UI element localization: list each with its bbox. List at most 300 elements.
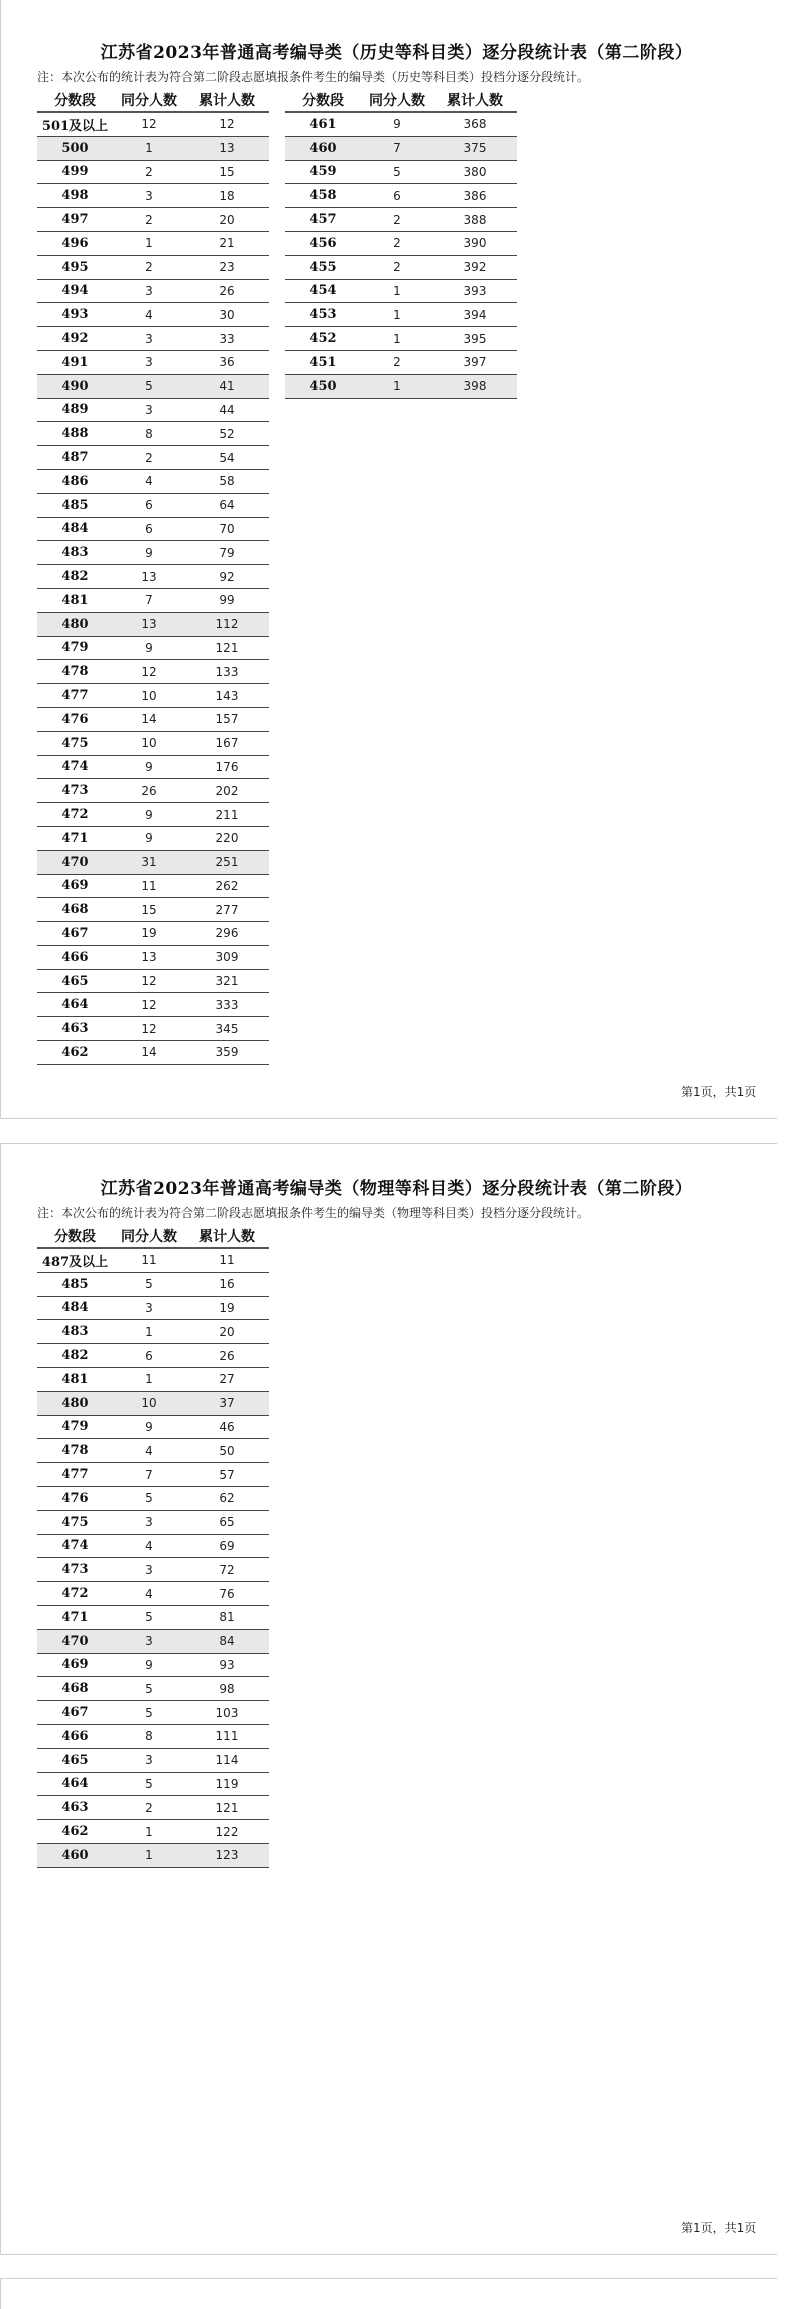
cumulative-cell: 386	[433, 184, 517, 208]
cumulative-cell: 375	[433, 136, 517, 160]
cumulative-cell: 11	[185, 1248, 269, 1272]
same-count-cell: 2	[113, 446, 185, 470]
score-cell: 460	[37, 1843, 113, 1867]
score-cell: 479	[37, 1415, 113, 1439]
score-cell: 473	[37, 1558, 113, 1582]
score-cell: 484	[37, 517, 113, 541]
history-table-left	[37, 88, 269, 1065]
same-count-cell: 10	[113, 684, 185, 708]
cumulative-cell: 157	[185, 707, 269, 731]
cumulative-cell: 44	[185, 398, 269, 422]
same-count-cell: 12	[113, 1017, 185, 1041]
score-cell: 465	[37, 1748, 113, 1772]
cumulative-cell: 395	[433, 327, 517, 351]
cumulative-cell: 121	[185, 1796, 269, 1820]
cumulative-cell: 277	[185, 898, 269, 922]
same-count-cell: 5	[113, 1772, 185, 1796]
same-count-cell: 5	[113, 1605, 185, 1629]
same-count-cell: 3	[113, 1629, 185, 1653]
score-cell: 477	[37, 1463, 113, 1487]
cumulative-cell: 19	[185, 1296, 269, 1320]
cumulative-cell: 70	[185, 517, 269, 541]
cumulative-cell: 99	[185, 588, 269, 612]
cumulative-cell: 93	[185, 1653, 269, 1677]
table-row	[37, 1439, 269, 1463]
score-cell: 458	[285, 184, 361, 208]
score-cell: 488	[37, 422, 113, 446]
same-count-cell: 2	[361, 208, 433, 232]
same-count-cell: 14	[113, 707, 185, 731]
same-count-cell: 12	[113, 660, 185, 684]
same-count-cell: 5	[361, 160, 433, 184]
cumulative-cell: 394	[433, 303, 517, 327]
same-count-cell: 26	[113, 779, 185, 803]
same-count-cell: 9	[113, 1653, 185, 1677]
table-row	[37, 945, 269, 969]
score-cell: 466	[37, 1724, 113, 1748]
physics-title: 江苏省2023年普通高考编导类（物理等科目类）逐分段统计表（第二阶段）	[100, 1179, 693, 1199]
cumulative-cell: 27	[185, 1367, 269, 1391]
table-row	[37, 422, 269, 446]
score-cell: 484	[37, 1296, 113, 1320]
score-cell: 469	[37, 1653, 113, 1677]
same-count-cell: 1	[361, 327, 433, 351]
cumulative-cell: 345	[185, 1017, 269, 1041]
cumulative-cell: 368	[433, 112, 517, 136]
table-row	[37, 1558, 269, 1582]
history-note: 注：本次公布的统计表为符合第二阶段志愿填报条件考生的编导类（历史等科目类）投档分逐分段统计。	[37, 70, 590, 84]
cumulative-cell: 72	[185, 1558, 269, 1582]
cumulative-cell: 18	[185, 184, 269, 208]
table-row	[37, 1772, 269, 1796]
same-count-cell: 4	[113, 469, 185, 493]
table-row	[285, 184, 517, 208]
score-cell: 460	[285, 136, 361, 160]
table-row	[37, 517, 269, 541]
score-cell: 466	[37, 945, 113, 969]
table-row	[37, 1391, 269, 1415]
table-row	[37, 208, 269, 232]
score-cell: 494	[37, 279, 113, 303]
same-count-cell: 13	[113, 612, 185, 636]
table-row	[37, 803, 269, 827]
cumulative-cell: 211	[185, 803, 269, 827]
score-cell: 501及以上	[37, 112, 113, 136]
cumulative-cell: 251	[185, 850, 269, 874]
score-cell: 496	[37, 231, 113, 255]
table-row	[37, 1320, 269, 1344]
cumulative-cell: 321	[185, 969, 269, 993]
cumulative-cell: 390	[433, 231, 517, 255]
score-cell: 487	[37, 446, 113, 470]
cumulative-cell: 122	[185, 1820, 269, 1844]
header-row	[285, 88, 517, 112]
score-cell: 478	[37, 1439, 113, 1463]
same-count-cell: 19	[113, 922, 185, 946]
table-row	[285, 327, 517, 351]
score-cell: 461	[285, 112, 361, 136]
table-row	[37, 350, 269, 374]
physics-table	[37, 1224, 269, 1868]
same-count-cell: 8	[113, 422, 185, 446]
cumulative-cell: 202	[185, 779, 269, 803]
score-cell: 455	[285, 255, 361, 279]
table-row	[37, 136, 269, 160]
same-count-cell: 7	[113, 1463, 185, 1487]
same-count-cell: 2	[113, 1796, 185, 1820]
same-count-cell: 5	[113, 374, 185, 398]
same-count-cell: 3	[113, 1558, 185, 1582]
score-cell: 493	[37, 303, 113, 327]
cumulative-cell: 23	[185, 255, 269, 279]
table-row	[37, 541, 269, 565]
cumulative-cell: 98	[185, 1677, 269, 1701]
cumulative-cell: 79	[185, 541, 269, 565]
cumulative-cell: 119	[185, 1772, 269, 1796]
cumulative-cell: 12	[185, 112, 269, 136]
cumulative-cell: 37	[185, 1391, 269, 1415]
same-count-cell: 2	[113, 255, 185, 279]
score-cell: 468	[37, 1677, 113, 1701]
score-cell: 471	[37, 826, 113, 850]
score-cell: 452	[285, 327, 361, 351]
score-cell: 456	[285, 231, 361, 255]
score-cell: 470	[37, 850, 113, 874]
score-cell: 467	[37, 1701, 113, 1725]
table-row	[37, 969, 269, 993]
score-cell: 464	[37, 1772, 113, 1796]
table-row	[37, 1248, 269, 1272]
same-count-cell: 9	[113, 755, 185, 779]
table-row	[37, 255, 269, 279]
table-row	[37, 1629, 269, 1653]
score-cell: 482	[37, 565, 113, 589]
same-count-cell: 12	[113, 112, 185, 136]
score-cell: 454	[285, 279, 361, 303]
same-count-cell: 1	[113, 231, 185, 255]
same-count-cell: 1	[361, 279, 433, 303]
table-row	[285, 279, 517, 303]
same-count-cell: 15	[113, 898, 185, 922]
table-row	[37, 1534, 269, 1558]
table-row	[37, 231, 269, 255]
cumulative-cell: 262	[185, 874, 269, 898]
table-row	[37, 112, 269, 136]
same-count-cell: 2	[113, 208, 185, 232]
same-count-cell: 3	[113, 184, 185, 208]
same-count-cell: 13	[113, 565, 185, 589]
table-row	[37, 1344, 269, 1368]
score-cell: 498	[37, 184, 113, 208]
same-count-cell: 13	[113, 945, 185, 969]
table-row	[37, 660, 269, 684]
score-cell: 500	[37, 136, 113, 160]
score-cell: 475	[37, 731, 113, 755]
cumulative-cell: 36	[185, 350, 269, 374]
same-count-cell: 8	[113, 1724, 185, 1748]
table-row	[37, 327, 269, 351]
table-row	[37, 469, 269, 493]
score-cell: 497	[37, 208, 113, 232]
score-cell: 489	[37, 398, 113, 422]
cumulative-cell: 359	[185, 1041, 269, 1065]
same-count-cell: 3	[113, 1510, 185, 1534]
same-count-cell: 1	[361, 374, 433, 398]
same-count-cell: 1	[113, 1320, 185, 1344]
cumulative-cell: 15	[185, 160, 269, 184]
score-cell: 459	[285, 160, 361, 184]
same-count-cell: 12	[113, 993, 185, 1017]
same-count-cell: 1	[113, 1367, 185, 1391]
table-row	[285, 303, 517, 327]
score-cell: 457	[285, 208, 361, 232]
table-row	[37, 826, 269, 850]
cumulative-cell: 143	[185, 684, 269, 708]
cumulative-cell: 26	[185, 279, 269, 303]
same-count-cell: 2	[361, 231, 433, 255]
score-cell: 483	[37, 1320, 113, 1344]
cumulative-cell: 26	[185, 1344, 269, 1368]
score-cell: 472	[37, 803, 113, 827]
same-count-cell: 6	[113, 517, 185, 541]
score-cell: 453	[285, 303, 361, 327]
same-count-cell: 9	[113, 541, 185, 565]
cumulative-cell: 111	[185, 1724, 269, 1748]
cumulative-cell: 333	[185, 993, 269, 1017]
same-count-cell: 4	[113, 1582, 185, 1606]
same-count-cell: 1	[113, 1843, 185, 1867]
same-count-cell: 9	[113, 803, 185, 827]
table-row	[37, 493, 269, 517]
table-row	[285, 350, 517, 374]
same-count-cell: 5	[113, 1701, 185, 1725]
table-row	[37, 1796, 269, 1820]
same-count-cell: 5	[113, 1272, 185, 1296]
history-table-right	[285, 88, 517, 399]
score-cell: 470	[37, 1629, 113, 1653]
cumulative-cell: 30	[185, 303, 269, 327]
page-physics	[0, 1143, 777, 2255]
same-count-cell: 1	[361, 303, 433, 327]
cumulative-cell: 84	[185, 1629, 269, 1653]
score-cell: 480	[37, 612, 113, 636]
table-row	[37, 1272, 269, 1296]
cumulative-cell: 103	[185, 1701, 269, 1725]
same-count-cell: 7	[113, 588, 185, 612]
cumulative-cell: 41	[185, 374, 269, 398]
cumulative-cell: 133	[185, 660, 269, 684]
same-count-cell: 9	[113, 636, 185, 660]
table-row	[37, 1653, 269, 1677]
table-row	[285, 208, 517, 232]
table-row	[37, 446, 269, 470]
same-count-cell: 11	[113, 874, 185, 898]
score-cell: 474	[37, 1534, 113, 1558]
score-cell: 487及以上	[37, 1248, 113, 1272]
score-cell: 483	[37, 541, 113, 565]
score-cell: 481	[37, 1367, 113, 1391]
table-row	[37, 303, 269, 327]
table-row	[37, 184, 269, 208]
table-row	[37, 279, 269, 303]
score-cell: 485	[37, 1272, 113, 1296]
score-cell: 464	[37, 993, 113, 1017]
same-count-cell: 1	[113, 136, 185, 160]
same-count-cell: 6	[113, 1344, 185, 1368]
table-row	[37, 1677, 269, 1701]
score-cell: 476	[37, 707, 113, 731]
same-header: 同分人数	[113, 88, 185, 112]
same-count-cell: 2	[361, 255, 433, 279]
cumulative-cell: 76	[185, 1582, 269, 1606]
table-row	[37, 1296, 269, 1320]
score-cell: 491	[37, 350, 113, 374]
table-row	[37, 160, 269, 184]
table-row	[37, 1582, 269, 1606]
score-cell: 490	[37, 374, 113, 398]
score-cell: 462	[37, 1820, 113, 1844]
same-header: 同分人数	[361, 88, 433, 112]
cumulative-cell: 52	[185, 422, 269, 446]
same-count-cell: 2	[113, 160, 185, 184]
table-row	[37, 874, 269, 898]
same-count-cell: 3	[113, 1748, 185, 1772]
same-count-cell: 4	[113, 303, 185, 327]
table-row	[37, 1843, 269, 1867]
header-row	[37, 88, 269, 112]
cumulative-cell: 176	[185, 755, 269, 779]
same-count-cell: 5	[113, 1677, 185, 1701]
same-count-cell: 10	[113, 1391, 185, 1415]
cumulative-cell: 81	[185, 1605, 269, 1629]
score-cell: 468	[37, 898, 113, 922]
cumulative-cell: 46	[185, 1415, 269, 1439]
cumulative-cell: 50	[185, 1439, 269, 1463]
cumulative-cell: 58	[185, 469, 269, 493]
table-row	[37, 374, 269, 398]
table-row	[37, 612, 269, 636]
table-row	[37, 565, 269, 589]
page-next	[0, 2278, 777, 2309]
cumulative-header: 累计人数	[433, 88, 517, 112]
score-cell: 463	[37, 1796, 113, 1820]
table-row	[37, 1820, 269, 1844]
score-cell: 492	[37, 327, 113, 351]
table-row	[37, 684, 269, 708]
table-row	[37, 755, 269, 779]
same-header: 同分人数	[113, 1224, 185, 1248]
cumulative-cell: 13	[185, 136, 269, 160]
cumulative-cell: 388	[433, 208, 517, 232]
table-row	[285, 374, 517, 398]
cumulative-cell: 398	[433, 374, 517, 398]
cumulative-cell: 309	[185, 945, 269, 969]
cumulative-cell: 123	[185, 1843, 269, 1867]
history-title: 江苏省2023年普通高考编导类（历史等科目类）逐分段统计表（第二阶段）	[100, 43, 693, 63]
score-cell: 451	[285, 350, 361, 374]
cumulative-cell: 54	[185, 446, 269, 470]
header-row	[37, 1224, 269, 1248]
table-row	[37, 636, 269, 660]
table-row	[285, 160, 517, 184]
table-row	[37, 1367, 269, 1391]
page-history	[0, 0, 777, 1119]
score-cell: 495	[37, 255, 113, 279]
score-cell: 482	[37, 1344, 113, 1368]
history-page-footer: 第1页，共1页	[681, 1085, 757, 1099]
score-cell: 467	[37, 922, 113, 946]
cumulative-header: 累计人数	[185, 88, 269, 112]
cumulative-cell: 21	[185, 231, 269, 255]
same-count-cell: 12	[113, 969, 185, 993]
table-row	[285, 255, 517, 279]
cumulative-cell: 20	[185, 208, 269, 232]
cumulative-cell: 112	[185, 612, 269, 636]
same-count-cell: 4	[113, 1439, 185, 1463]
cumulative-cell: 392	[433, 255, 517, 279]
table-row	[37, 1415, 269, 1439]
cumulative-cell: 167	[185, 731, 269, 755]
table-row	[37, 707, 269, 731]
table-row	[285, 136, 517, 160]
same-count-cell: 3	[113, 1296, 185, 1320]
table-row	[37, 731, 269, 755]
cumulative-cell: 16	[185, 1272, 269, 1296]
score-cell: 474	[37, 755, 113, 779]
cumulative-cell: 57	[185, 1463, 269, 1487]
table-row	[37, 1605, 269, 1629]
score-cell: 472	[37, 1582, 113, 1606]
table-row	[37, 1486, 269, 1510]
same-count-cell: 9	[113, 826, 185, 850]
cumulative-cell: 397	[433, 350, 517, 374]
same-count-cell: 31	[113, 850, 185, 874]
table-row	[37, 1724, 269, 1748]
score-header: 分数段	[37, 1224, 113, 1248]
table-row	[37, 398, 269, 422]
score-cell: 450	[285, 374, 361, 398]
score-cell: 480	[37, 1391, 113, 1415]
table-row	[37, 898, 269, 922]
cumulative-cell: 33	[185, 327, 269, 351]
physics-page-footer: 第1页，共1页	[681, 2221, 757, 2235]
score-cell: 469	[37, 874, 113, 898]
cumulative-cell: 62	[185, 1486, 269, 1510]
cumulative-cell: 393	[433, 279, 517, 303]
cumulative-cell: 121	[185, 636, 269, 660]
score-cell: 485	[37, 493, 113, 517]
score-cell: 462	[37, 1041, 113, 1065]
same-count-cell: 11	[113, 1248, 185, 1272]
same-count-cell: 5	[113, 1486, 185, 1510]
score-header: 分数段	[285, 88, 361, 112]
same-count-cell: 3	[113, 398, 185, 422]
score-cell: 499	[37, 160, 113, 184]
same-count-cell: 1	[113, 1820, 185, 1844]
score-cell: 478	[37, 660, 113, 684]
table-row	[37, 1748, 269, 1772]
table-row	[37, 850, 269, 874]
table-row	[285, 231, 517, 255]
cumulative-cell: 69	[185, 1534, 269, 1558]
same-count-cell: 3	[113, 350, 185, 374]
table-row	[37, 1510, 269, 1534]
score-cell: 476	[37, 1486, 113, 1510]
cumulative-cell: 114	[185, 1748, 269, 1772]
score-cell: 479	[37, 636, 113, 660]
same-count-cell: 2	[361, 350, 433, 374]
same-count-cell: 4	[113, 1534, 185, 1558]
